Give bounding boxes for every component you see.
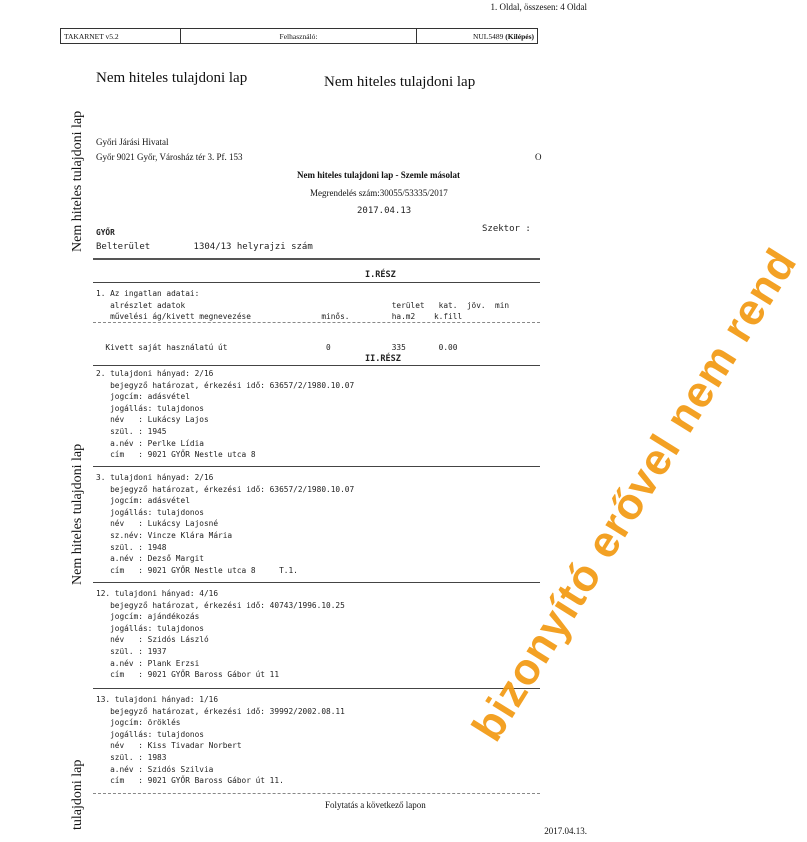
owner-line: bejegyző határozat, érkezési idő: 39992/2002.08.11 (96, 706, 345, 716)
part-one-heading: I.RÉSZ (365, 270, 396, 280)
divider (93, 688, 540, 689)
title-left: Nem hiteles tulajdoni lap (96, 70, 248, 86)
continuation-note: Folytatás a következő lapon (325, 800, 426, 810)
owner-line: bejegyző határozat, érkezési idő: 40743/1996.10.25 (96, 600, 345, 610)
district: GYŐR (96, 228, 115, 237)
owner-line: cím : 9021 GYŐR Nestle utca 8 T.1. (96, 565, 298, 575)
owner-line: cím : 9021 GYŐR Baross Gábor út 11 (96, 670, 280, 680)
owner-line: cím : 9021 GYŐR Nestle utca 8 (96, 450, 256, 460)
land-line-2: alrészlet adatok terület kat. jöv. min (96, 300, 510, 310)
owner-entry (96, 694, 345, 787)
system-name: TAKARNET v5.2 (61, 29, 181, 43)
owner-line: jogállás: tulajdonos (96, 729, 204, 739)
logout-link[interactable]: (Kilépés) (505, 31, 534, 41)
sector-label: Szektor : (482, 224, 531, 234)
office-name: Győri Járási Hivatal (96, 137, 169, 147)
owner-line: a.név : Szidós Szilvia (96, 764, 214, 774)
divider (93, 365, 540, 366)
divider (93, 466, 540, 467)
owner-line: név : Lukácsy Lajosné (96, 519, 219, 529)
owner-line: név : Kiss Tivadar Norbert (96, 741, 242, 751)
owner-line: jogállás: tulajdonos (96, 507, 204, 517)
divider (93, 793, 540, 794)
owner-line: bejegyző határozat, érkezési idő: 63657/2/1980.10.07 (96, 380, 355, 390)
owner-line: jogcím: adásvétel (96, 392, 190, 402)
owner-line: szül. : 1937 (96, 646, 167, 656)
owner-line: a.név : Perlke Lídia (96, 438, 204, 448)
watermark-text: bizonyító erővel nem rend (462, 239, 807, 750)
land-line-3: művelési ág/kivett megnevezése minős. ha.m2 k.fill (96, 312, 463, 322)
divider (93, 582, 540, 583)
owner-entry (96, 368, 354, 461)
owner-line: név : Szidós László (96, 635, 209, 645)
owner-line: jogállás: tulajdonos (96, 403, 204, 413)
page-indicator: 1. Oldal, összesen: 4 Oldal (490, 2, 587, 12)
owner-line: név : Lukácsy Lajos (96, 415, 209, 425)
office-mark: O (535, 152, 542, 162)
owner-line: sz.név: Vincze Klára Mária (96, 530, 233, 540)
document-type: Nem hiteles tulajdoni lap - Szemle másolat (297, 170, 460, 180)
owner-line: 2. tulajdoni hányad: 2/16 (96, 369, 214, 378)
owner-line: jogállás: tulajdonos (96, 623, 204, 633)
divider (93, 322, 540, 323)
built-line: Kivett saját használatú út 0 335 0.00 (96, 343, 458, 352)
owner-line: 3. tulajdoni hányad: 2/16 (96, 473, 214, 482)
owner-entry (96, 472, 354, 576)
owner-line: 13. tulajdoni hányad: 1/16 (96, 695, 219, 704)
owner-line: szül. : 1948 (96, 542, 167, 552)
owner-line: jogcím: ajándékozás (96, 612, 200, 622)
divider (93, 258, 540, 260)
land-line: Belterület 1304/13 helyrajzi szám (96, 242, 313, 252)
owner-line: szül. : 1983 (96, 752, 167, 762)
owner-entry (96, 588, 345, 681)
owner-line: a.név : Plank Erzsi (96, 658, 200, 668)
owner-line: 12. tulajdoni hányad: 4/16 (96, 589, 219, 598)
side-label-top: Nem hiteles tulajdoni lap (70, 110, 85, 252)
header-bar (60, 28, 538, 44)
owner-line: bejegyző határozat, érkezési idő: 63657/2/1980.10.07 (96, 484, 355, 494)
side-label-mid: Nem hiteles tulajdoni lap (70, 443, 85, 585)
footer-date: 2017.04.13. (544, 826, 587, 836)
side-label-bottom: tulajdoni lap (70, 759, 85, 830)
land-data-block (96, 288, 509, 323)
user-id: NUL5489 (472, 31, 504, 41)
owner-line: cím : 9021 GYŐR Baross Gábor út 11. (96, 776, 284, 786)
divider (93, 282, 540, 283)
title-right: Nem hiteles tulajdoni lap (324, 74, 476, 90)
part-two-heading: II.RÉSZ (365, 354, 401, 364)
user-label: Felhasználó: (181, 29, 417, 43)
owner-line: a.név : Dezső Margit (96, 554, 204, 564)
user-info (417, 29, 537, 43)
office-address: Győr 9021 Győr, Városház tér 3. Pf. 153 (96, 152, 243, 162)
land-line-1: 1. Az ingatlan adatai: (96, 289, 200, 298)
owner-line: jogcím: adásvétel (96, 496, 190, 506)
owner-line: szül. : 1945 (96, 426, 167, 436)
order-number: Megrendelés szám:30055/53335/2017 (310, 188, 448, 198)
document-date: 2017.04.13 (357, 206, 412, 216)
owner-line: jogcím: öröklés (96, 718, 181, 728)
